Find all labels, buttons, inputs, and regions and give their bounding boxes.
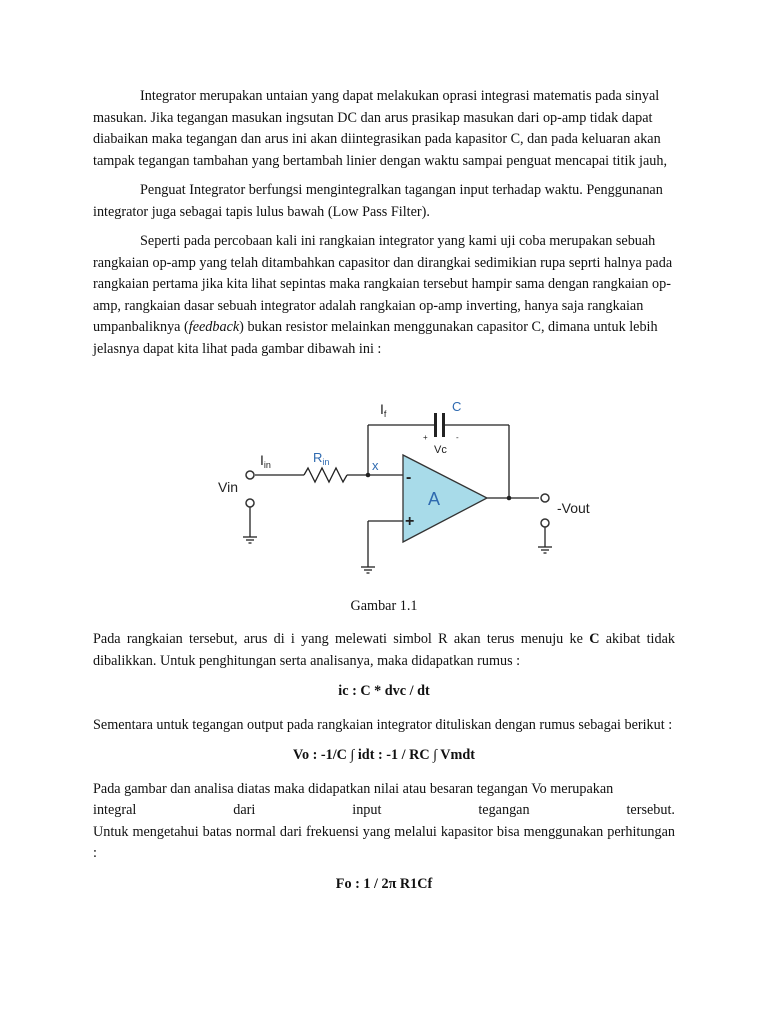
word-tersebut: tersebut.: [626, 802, 675, 818]
label-vout: -Vout: [557, 500, 590, 516]
junction-dot-input: [366, 473, 371, 478]
paragraph-current-flow-part1: Pada rangkaian tersebut, arus di i yang melewati simbol R akan terus menuju ke: [93, 631, 590, 647]
vin-terminal: [246, 471, 254, 479]
vin-ground-terminal: [246, 499, 254, 507]
paragraph-analysis-line1: Pada gambar dan analisa diatas maka didapatkan nilai atau besaran tegangan Vo merupakan: [93, 780, 614, 797]
label-opamp-plus: +: [405, 513, 415, 530]
paragraph-frequency: Untuk mengetahui batas normal dari frekuensi yang melalui kapasitor bisa menggunakan perhitungan :: [93, 823, 675, 861]
label-cap-plus: +: [423, 433, 428, 442]
capacitor-symbol: C: [589, 631, 600, 647]
label-cap-minus: -: [456, 433, 459, 442]
label-if: $I_f$: [380, 401, 387, 419]
label-vin: Vin: [218, 479, 238, 495]
label-c: C: [452, 399, 462, 414]
upper-text: [93, 86, 675, 368]
word-tegangan: tegangan: [478, 802, 530, 818]
vout-terminal: [541, 494, 549, 502]
paragraph-integrator-function: Penguat Integrator berfungsi mengintegralkan tagangan input terhadap waktu. Penggunanan integrator juga sebagai tapis lulus bawah (Low Pass Filter).: [93, 182, 663, 220]
capacitor-plate-left: [434, 413, 437, 437]
label-opamp-a: A: [428, 489, 441, 509]
paragraph-analysis-line2: [93, 800, 675, 822]
paragraph-current-flow-part2: akibat tidak dibalikkan. Untuk penghitungan serta analisanya, maka didapatkan rumus :: [93, 631, 675, 669]
word-integral: integral: [93, 802, 137, 818]
paragraph-current-flow: [93, 629, 675, 672]
formula-cutoff-frequency: Fo : 1 / 2π R1Cf: [335, 875, 433, 892]
lower-text: [93, 629, 675, 907]
formula-capacitor-current: ic : C * dvc / dt: [338, 683, 430, 699]
word-input: input: [352, 802, 382, 818]
capacitor-plate-right: [442, 413, 445, 437]
label-x: x: [372, 458, 379, 473]
paragraph-experiment: [93, 231, 675, 360]
label-vc: Vc: [434, 444, 447, 456]
label-rin: $R_{in}$: [313, 450, 330, 467]
opamp-triangle: [403, 455, 487, 542]
paragraph-output-voltage: Sementara untuk tegangan output pada rangkaian integrator dituliskan dengan rumus sebagai berikut :: [93, 716, 673, 733]
figure-caption: Gambar 1.1: [350, 598, 418, 614]
formula-output-voltage: Vo : -1/C ∫ idt : -1 / RC ∫ Vmdt: [293, 747, 475, 763]
feedback-term: feedback: [188, 319, 240, 335]
paragraph-integrator-intro: Integrator merupakan untaian yang dapat melakukan oprasi integrasi matematis pada sinyal masukan. Jika tegangan masukan ingsutan DC dan arus prasikap masukan dari op-amp tidak dapat diabaikan maka tegangan dan arus ini akan diintegrasikan pada kapasitor C, dan pada keluaran akan tampak tegangan tambahan yang bertambah linier dengan waktu sampai penguat mencapai titik jauh,: [93, 88, 667, 169]
label-opamp-minus: -: [406, 469, 412, 486]
vout-ground-terminal: [541, 519, 549, 527]
paragraph-experiment-part2: ) bukan resistor melainkan menggunakan capasitor C, dimana untuk lebih jelasnya dapat kita lihat pada gambar dibawah ini :: [93, 319, 658, 357]
integrator-circuit-diagram: [200, 392, 620, 588]
paragraph-experiment-part1: Seperti pada percobaan kali ini rangkaian integrator yang kami uji coba merupakan sebuah rangkaian op-amp yang telah ditambahkan capasitor dan dirangkai sedimikian rupa seprti halnya pada rangkaian pertama jika kita lihat sepintas maka rangkaian tersebut hampir sama dengan rangkaian op-amp, rangkaian dasar sebuah integrator adalah rangkaian op-amp inverting, hanya saja rangkaian umpanbaliknya (: [93, 233, 673, 335]
label-iin: $I_{in}$: [260, 452, 271, 470]
word-dari: dari: [233, 802, 256, 818]
junction-dot-output: [507, 496, 512, 501]
resistor-rin: [304, 468, 347, 482]
